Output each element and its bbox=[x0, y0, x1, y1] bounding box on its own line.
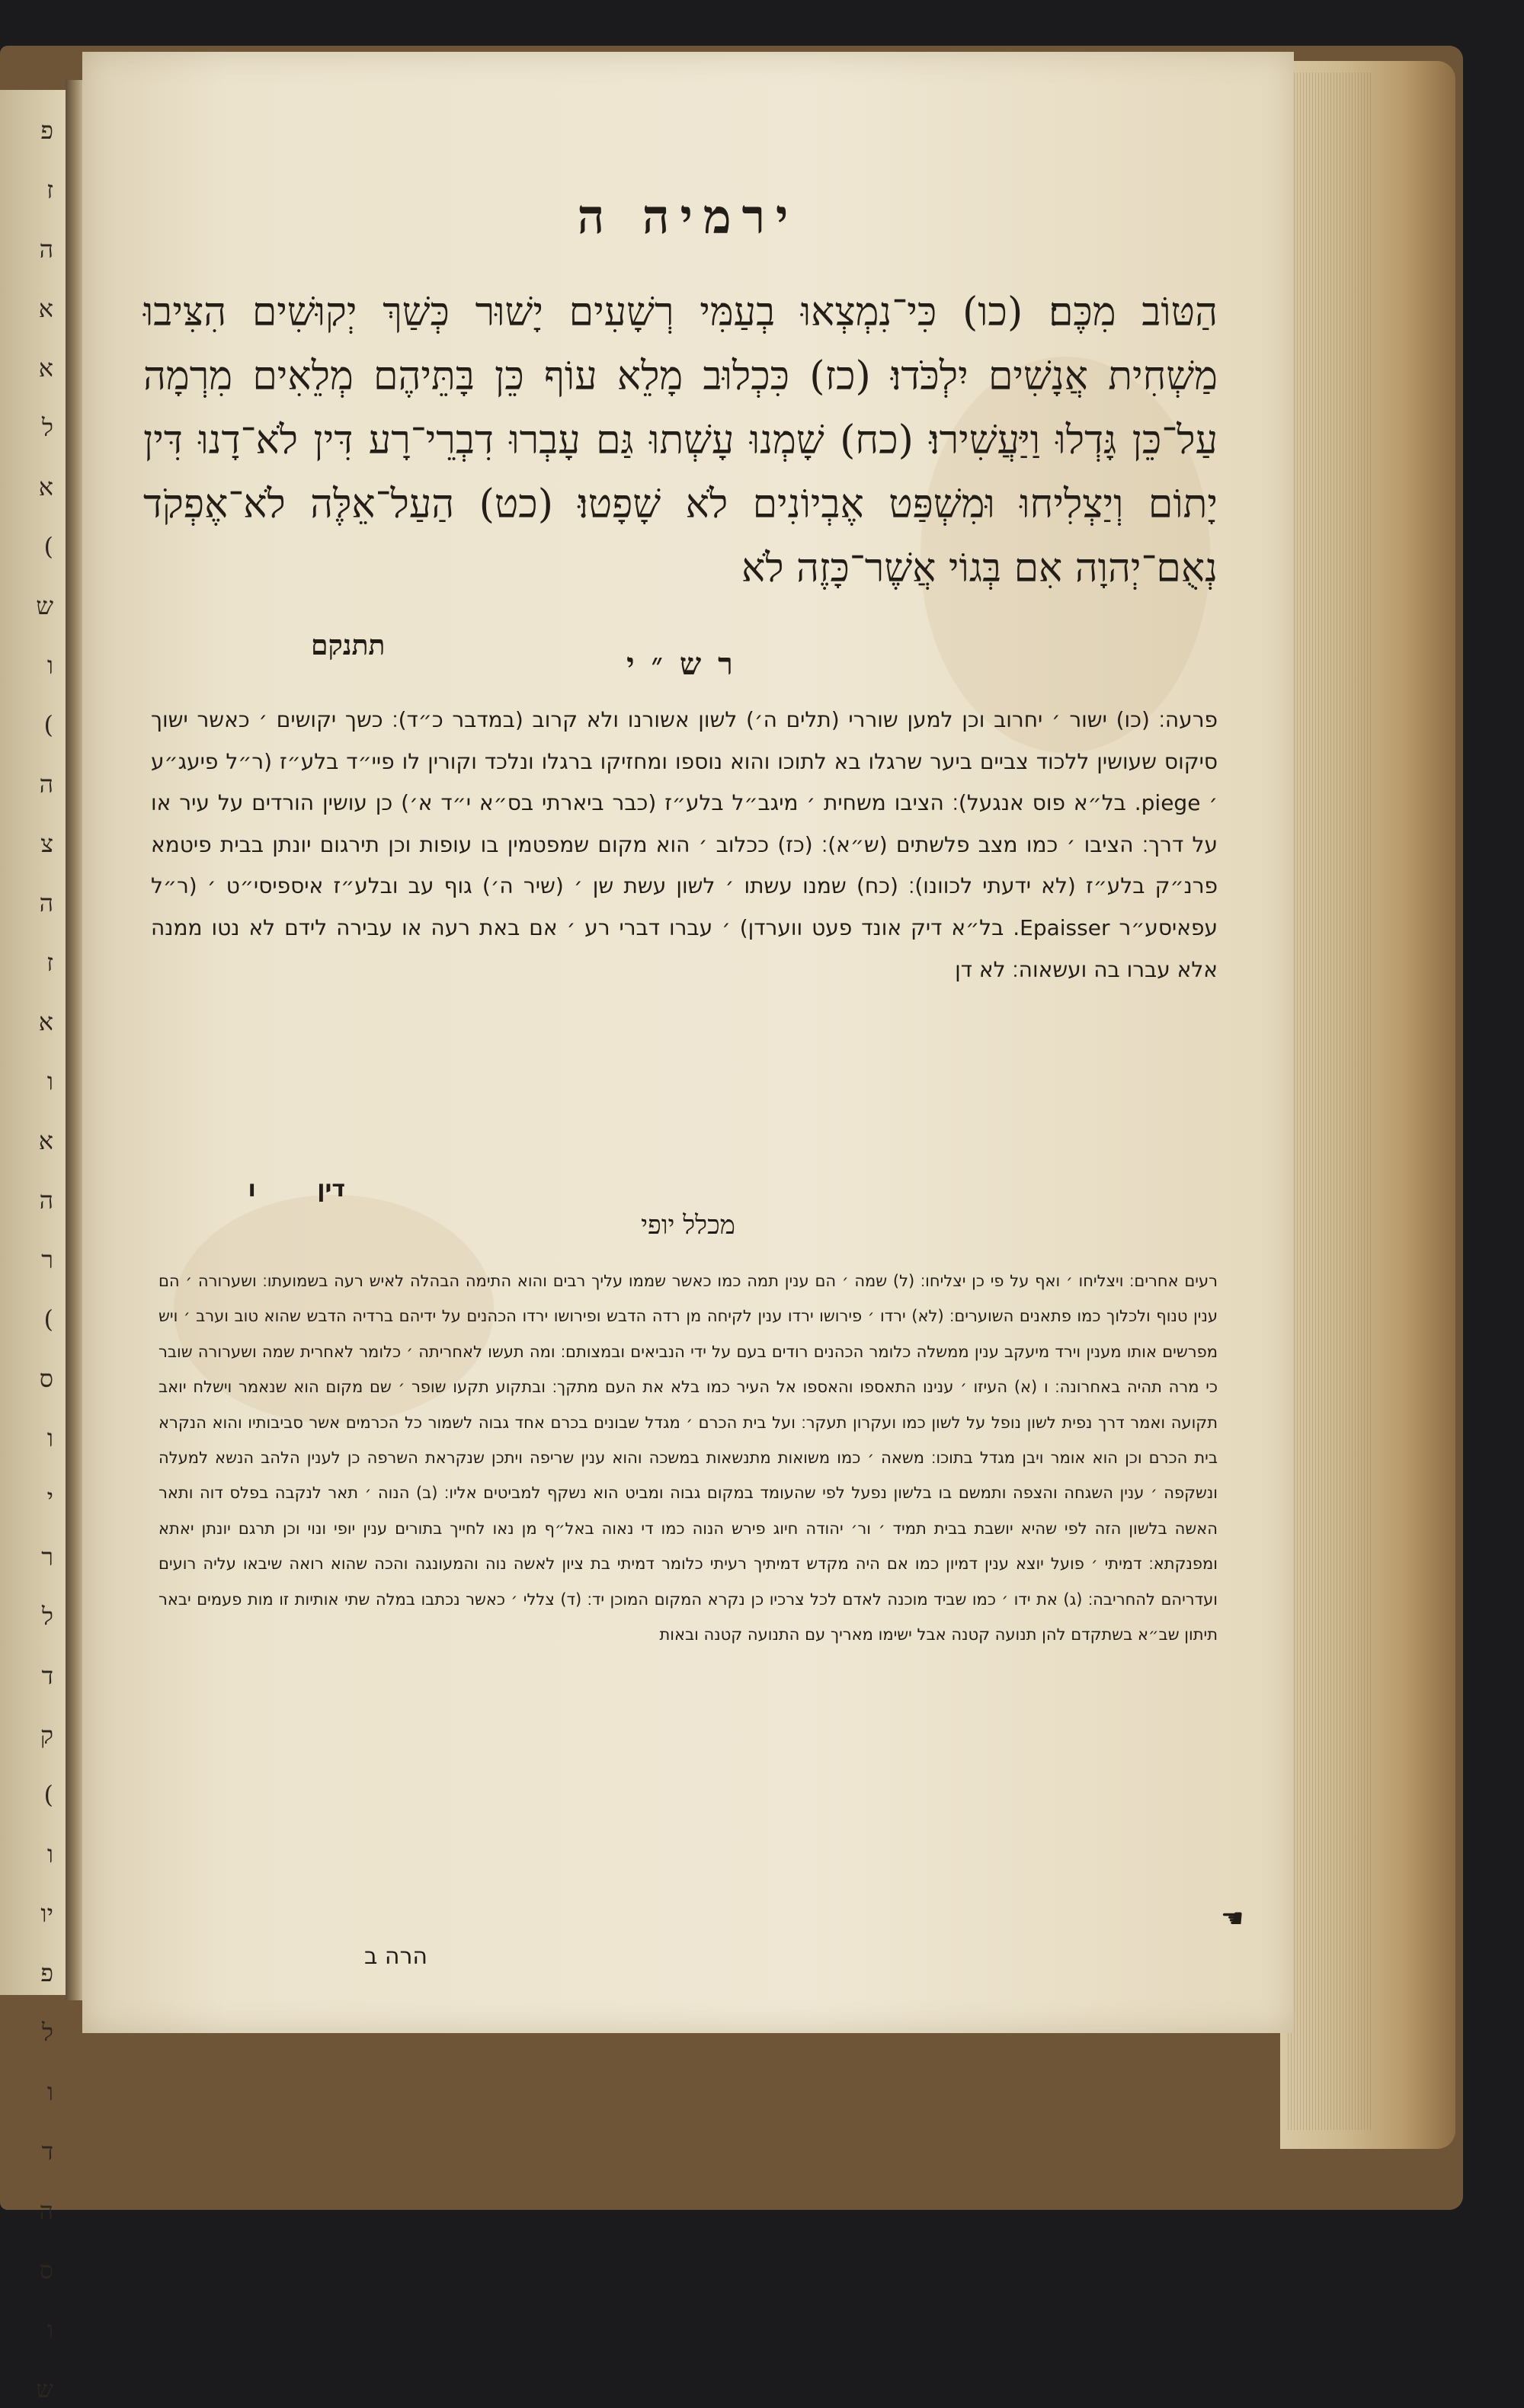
left-page-letter: ה bbox=[39, 770, 53, 799]
left-page-letter: ה bbox=[39, 889, 53, 917]
left-page-letter: א bbox=[38, 1007, 53, 1036]
left-page-letter: ד bbox=[41, 2137, 53, 2166]
left-page-letter: ז bbox=[46, 948, 53, 977]
page-edge-lines bbox=[1288, 72, 1372, 2130]
left-page-letter: ה bbox=[39, 2196, 53, 2225]
left-page-letter: ל bbox=[42, 1602, 53, 1631]
left-page-letter: ו bbox=[46, 2077, 53, 2106]
scripture-text: הַטּוֹב מִכֶּם׃ (כו) כִּי־נִמְצְאוּ בְעַמִּי רְשָׁעִים יָשׁוּר כְּשַׁךְ יְקוּשִׁים הִצִּיבוּ מַשְׁחִית אֲנָשִׁים יִלְכֹּדוּ׃ (כז) כִּכְלוּב מָלֵא עוֹף כֵּן בָּתֵּיהֶם מְלֵאִים מִרְמָה עַל־כֵּן גָּדְלוּ וַיַּעֲשִׁירוּ׃ (כח) שָׁמְנוּ עָשְׁתוּ גַּם עָבְרוּ דִבְרֵי־רָע דִּין לֹא־דָנוּ דִּין יָתוֹם וְיַצְלִיחוּ וּמִשְׁפַּט אֶבְיוֹנִים לֹא שָׁפָטוּ׃ (כט) הַעַל־אֵלֶּה לֹא־אֶפְקֹד נְאֻם־יְהוָה אִם בְּגוֹי אֲשֶׁר־כָּזֶה לֹא bbox=[143, 290, 1218, 591]
left-page-letter: ו bbox=[46, 1067, 53, 1096]
left-page-fragment bbox=[0, 90, 69, 2403]
left-page-letter: ( bbox=[43, 1305, 53, 1334]
left-page-letter: פ bbox=[40, 116, 53, 145]
left-page-letter: יו bbox=[40, 1899, 53, 1928]
left-page-letter: פ bbox=[40, 1958, 53, 1987]
main-catchword: תתנקם bbox=[311, 629, 386, 661]
left-page-letter: ס bbox=[39, 2256, 53, 2285]
rashi-heading: רש״י bbox=[626, 646, 750, 682]
left-page-letter: א bbox=[38, 354, 53, 383]
left-page-letter: ל bbox=[42, 2018, 53, 2047]
left-page-letter: ק bbox=[40, 1721, 53, 1750]
left-page-letter: ר bbox=[41, 1245, 53, 1274]
left-page-letter: ו bbox=[46, 651, 53, 680]
left-page-letter: ו bbox=[46, 1840, 53, 1868]
left-page-letter: ( bbox=[43, 710, 53, 739]
left-page-letter: א bbox=[38, 1126, 53, 1155]
left-page-letter: ( bbox=[43, 1780, 53, 1809]
left-page-letter: ו bbox=[46, 2315, 53, 2344]
rashi-catchword: דין ו bbox=[248, 1176, 345, 1202]
right-page bbox=[82, 52, 1294, 2033]
left-page-letter: ו bbox=[46, 1423, 53, 1452]
left-page-letter: ש bbox=[36, 591, 53, 620]
left-page-letter: א bbox=[38, 294, 53, 323]
page-header: ירמיה ה bbox=[577, 189, 799, 245]
signature-mark: הרה ב bbox=[364, 1943, 428, 1970]
mikhlal-yofi-heading: מכלל יופי bbox=[641, 1210, 735, 1241]
left-page-letter: ש bbox=[36, 2374, 53, 2403]
left-page-letter: י bbox=[46, 1483, 53, 1512]
left-page-letter: ל bbox=[42, 413, 53, 442]
left-page-letter: ( bbox=[43, 532, 53, 561]
left-page-letter: צ bbox=[40, 829, 53, 858]
left-page-letter: ר bbox=[41, 1542, 53, 1571]
left-page-letter: ה bbox=[39, 235, 53, 264]
rashi-commentary: פרעה׃ (כו) ישור ׳ יחרוב וכן למען שוררי (תלים ה׳) לשון אשורנו ולא קרוב (במדבר כ״ד)׃ כשך יקושים ׳ כאשר ישוך סיקוס שעושין ללכוד צביים ביער שרגלו בא לתוכו והוא נוספו ומחזיקו ברגלו ונלכד וקורין לו פיי״ד בלע״ז (ר״ל פיעג״ע ׳ piege. בל״א פוס אנגעל)׃ הציבו משחית ׳ מיגב״ל בלע״ז (כבר ביארתי בס״א י״ד א׳) כן עושין הורדים על עיר או על דרך׃ הציבו ׳ כמו מצב פלשתים (ש״א)׃ (כז) ככלוב ׳ הוא מקום שמפטמין בו עופות וכן תירגום יונתן בבית פיטמא פרנ״ק בלע״ז (לא ידעתי לכוונו)׃ (כח) שמנו עשתו ׳ לשון עשת שן ׳ (שיר ה׳) גוף עב ובלע״ז איספיסי״ט ׳ (ר״ל עפאיסע״ר Epaisser. בל״א דיק אונד פעט ווערדן) ׳ עברו דברי רע ׳ אם באת רעה או עבירה לידם לא נטו ממנה אלא עברו בה ועשאוה׃ לא דן bbox=[151, 707, 1218, 982]
left-page-letter: ד bbox=[41, 1661, 53, 1690]
left-page-letter: ז bbox=[46, 175, 53, 204]
left-page-letter: ה bbox=[39, 1186, 53, 1215]
left-page-letter: א bbox=[38, 472, 53, 501]
mikhlal-yofi-commentary: רעים אחרים׃ ויצליחו ׳ ואף על פי כן יצליחו׃ (ל) שמה ׳ הם ענין תמה כמו כאשר שממו עליך רבים והוא התימה הבהלה לאיש רעה בשמועתו׃ ושערורה ׳ הם ענין טנוף ולכלוך כמו פתאנים השוערים׃ (לא) ירדו ׳ פירושו ירדו ענין לקיחה מן רדה הדבש ופירושו ירדו הכהנים על ידיהם ברדיה הדבש שהוא טוב וערב ׳ ויש מפרשים אותו מענין וירד מיעקב ענין ממשלה כלומר הכהנים רודים בעם על ידי הנביאים ובמצותם׃ ומה תעשו לאחריתה ׳ כלומר לאחרית שמה ושערורה שובר כי מרה תהיה באחרונה׃ ו (א) העיזו ׳ ענינו התאספו והאספו אל העיר כמו בלא את העם מתקך׃ ובתקוע תקעו שופר ׳ שם מקום הוא שנאמר וישלח יואב תקועה ואמר דרך נפית לשון נופל על לשון כמו ועקרון תעקר׃ ועל בית הכרם ׳ מגדל שבונים בכרם אחד גבוה לשמור כל הכרמים אשר סביבותיו והוא הנקרא בית הכרם וכן הוא אומר ויבן מגדל בתוכו׃ משאה ׳ כמו משואות מתנשאות במשכה והוא ענין שריפה ויתכן שנקראת השרפה כן לענין הלהב הנשא למעלה ונשקפה ׳ ענין השגחה והצפה ותמשם בו בלשון נפעל לפי שהעומד במקום גבוה ומביט הוא נשקף למביטים אליו׃ (ב) הנוה ׳ תאר לנקבה בפלס דוה ותאר האשה בלשון הזה לפי שהיא יושבת בבית תמיד ׳ ור׳ יהודה חיוג פירש הנוה כמו די נאוה באל״ף מן נאו לחייך בתורים ענין יופי ונוי וכן תרגם יונתן יאתא ומפנקתא׃ דמיתי ׳ פועל יוצא ענין דמיון כמו אם היה מקדש דמיתיך רעיתי כלומר דמיתי בת ציון לאשה נוה והמעונגה והכה שהוא רואה שיבאו עליה רועים ועדריהם להחריבה׃ (ג) את ידו ׳ כמו שביד מוכנה לאדם לכל צרכיו כן נקרא המקום המוכן יד׃ (ד) צללי ׳ כאשר נכתבו במלה שתי אותיות זו מות פעמים יבאר תיתון שב״א בשתקדם להן תנועה קטנה אבל ישימו מאריך עם התנועה קטנה ובאות bbox=[158, 1272, 1218, 1644]
left-page-letter: ס bbox=[39, 1364, 53, 1393]
pointing-hand-icon: ☛ bbox=[1221, 1904, 1244, 1934]
